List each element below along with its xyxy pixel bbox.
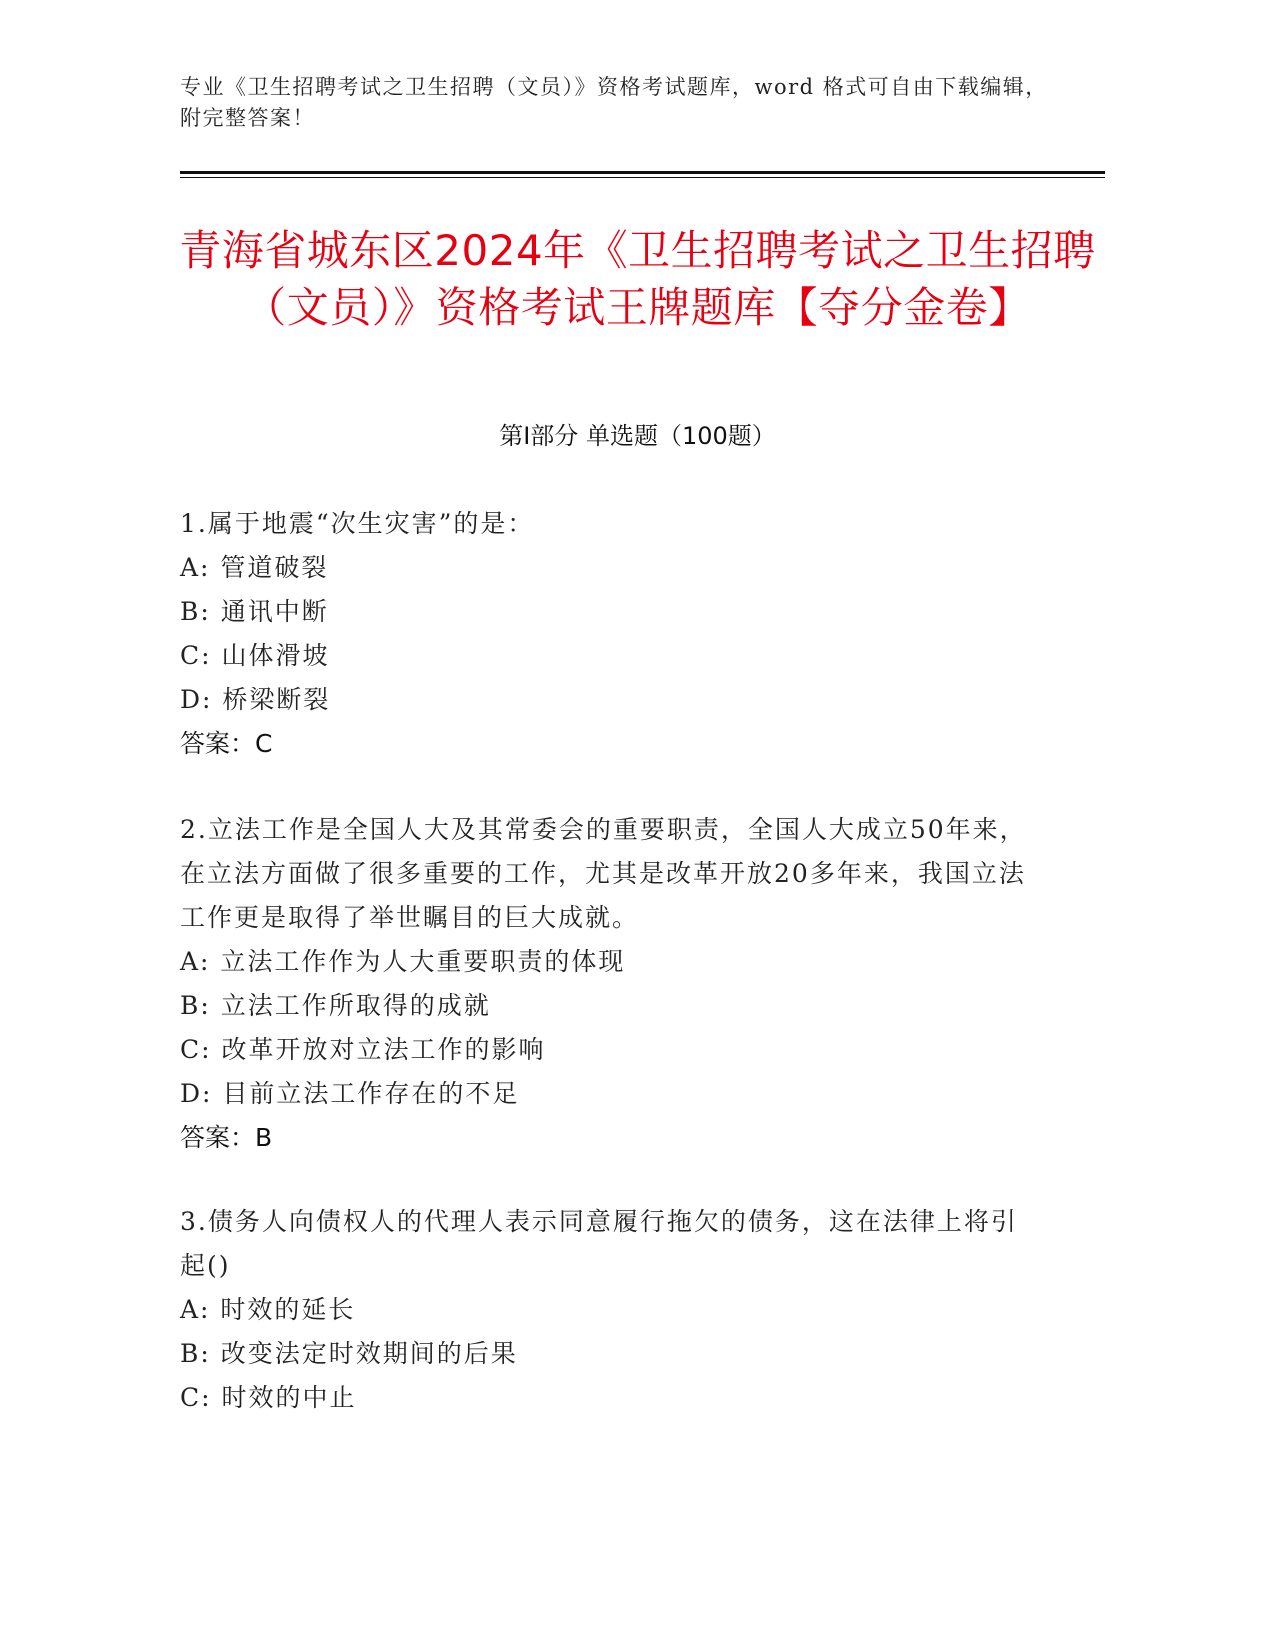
header-rule-thin bbox=[180, 177, 1105, 178]
header-rule-thick bbox=[180, 171, 1105, 174]
option-c: C: 山体滑坡 bbox=[180, 641, 330, 670]
option-a: A: 管道破裂 bbox=[180, 553, 329, 582]
question-stem: 2.立法工作是全国人大及其常委会的重要职责，全国人大成立50年来，在立法方面做了很多重要的工作，尤其是改革开放20多年来，我国立法工作更是取得了举世瞩目的巨大成就。 bbox=[180, 815, 1027, 932]
answer: 答案：C bbox=[180, 729, 273, 758]
question-stem: 1.属于地震“次生灾害”的是： bbox=[180, 509, 535, 538]
option-a: A: 时效的延长 bbox=[180, 1295, 356, 1324]
question-3 bbox=[180, 1200, 1040, 1420]
option-b: B: 通讯中断 bbox=[180, 597, 329, 626]
option-d: D: 目前立法工作存在的不足 bbox=[180, 1079, 520, 1108]
option-c: C: 改革开放对立法工作的影响 bbox=[180, 1035, 546, 1064]
option-c: C: 时效的中止 bbox=[180, 1383, 357, 1412]
document-title: 青海省城东区2024年《卫生招聘考试之卫生招聘（文员）》资格考试王牌题库【夺分金卷】 bbox=[179, 226, 1096, 332]
option-b: B: 改变法定时效期间的后果 bbox=[180, 1339, 518, 1368]
option-d: D: 桥梁断裂 bbox=[180, 685, 331, 714]
question-1 bbox=[180, 502, 1040, 766]
option-b: B: 立法工作所取得的成就 bbox=[180, 991, 491, 1020]
answer: 答案：B bbox=[180, 1123, 273, 1152]
question-stem: 3.债务人向债权人的代理人表示同意履行拖欠的债务，这在法律上将引起() bbox=[180, 1207, 1018, 1280]
option-a: A: 立法工作作为人大重要职责的体现 bbox=[180, 947, 626, 976]
section-title: 第Ⅰ部分 单选题（100题） bbox=[499, 422, 776, 450]
header-note: 专业《卫生招聘考试之卫生招聘（文员）》资格考试题库，word 格式可自由下载编辑，附完整答案！ bbox=[180, 75, 1048, 130]
question-2 bbox=[180, 808, 1040, 1160]
